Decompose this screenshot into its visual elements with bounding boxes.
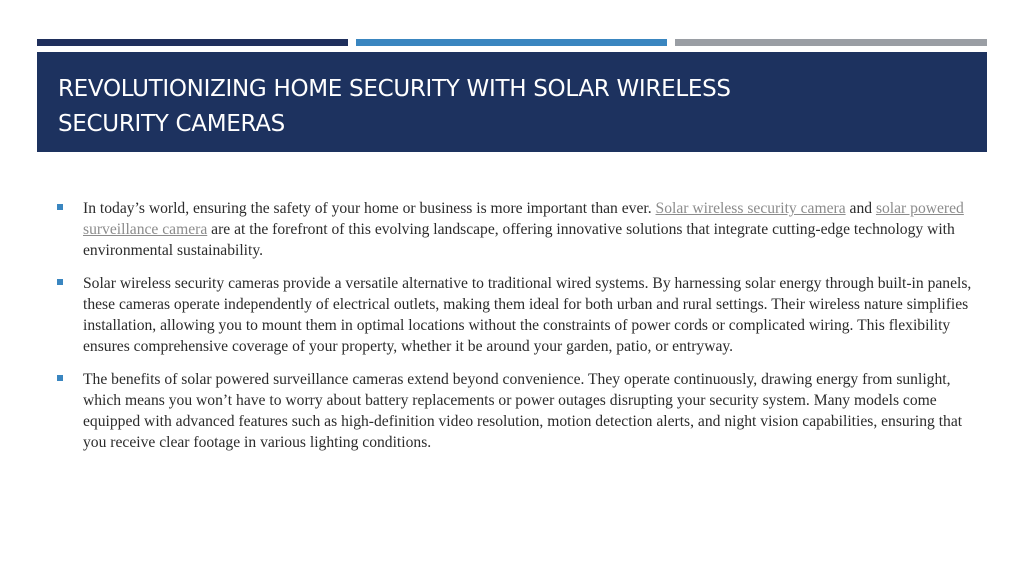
accent-bar-dark — [37, 39, 348, 46]
bullet-1-rest: are at the forefront of this evolving landscape, offering innovative solutions that integrate cutting-edge technology with environmental sustainability. — [83, 221, 955, 259]
bullet-2-text: Solar wireless security cameras provide a versatile alternative to traditional wired systems. By harnessing solar energy through built-in panels, these cameras operate independently of electrical outlets, making them ideal for both urban and rural settings. Their wireless nature simplifies installation, allowing you to mount them in optimal locations without the constraints of power cords or complicated wiring. This flexibility ensures comprehensive coverage of your property, whether it be around your garden, patio, or entryway. — [83, 275, 972, 355]
bullet-1-intro: In today’s world, ensuring the safety of your home or business is more important than ever. — [83, 200, 656, 217]
bullet-item-3 — [57, 369, 972, 453]
link-solar-wireless-security-camera[interactable]: Solar wireless security camera — [655, 200, 846, 217]
bullet-item-2 — [57, 273, 972, 357]
top-accent-bars — [37, 39, 987, 46]
accent-bar-blue — [356, 39, 667, 46]
slide-title — [58, 72, 958, 142]
square-bullet-icon — [57, 279, 63, 285]
bullet-list — [57, 198, 972, 465]
slide-title-line-2: SECURITY CAMERAS — [58, 111, 285, 137]
title-banner — [37, 52, 987, 152]
bullet-3-text: The benefits of solar powered surveillance cameras extend beyond convenience. They operate continuously, drawing energy from sunlight, which means you won’t have to worry about battery replacements or power outages disrupting your security system. Many models come equipped with advanced features such as high-definition video resolution, motion detection alerts, and night vision capabilities, ensuring that you receive clear footage in various lighting conditions. — [83, 371, 963, 451]
link-solar-powered-surveillance-camera[interactable]: solar powered surveillance camera — [83, 200, 964, 238]
bullet-item-1 — [57, 198, 972, 261]
bullet-1-mid: and — [845, 200, 876, 217]
accent-bar-gray — [675, 39, 987, 46]
square-bullet-icon — [57, 204, 63, 210]
square-bullet-icon — [57, 375, 63, 381]
slide-title-line-1: REVOLUTIONIZING HOME SECURITY WITH SOLAR WIRELESS — [58, 76, 731, 102]
